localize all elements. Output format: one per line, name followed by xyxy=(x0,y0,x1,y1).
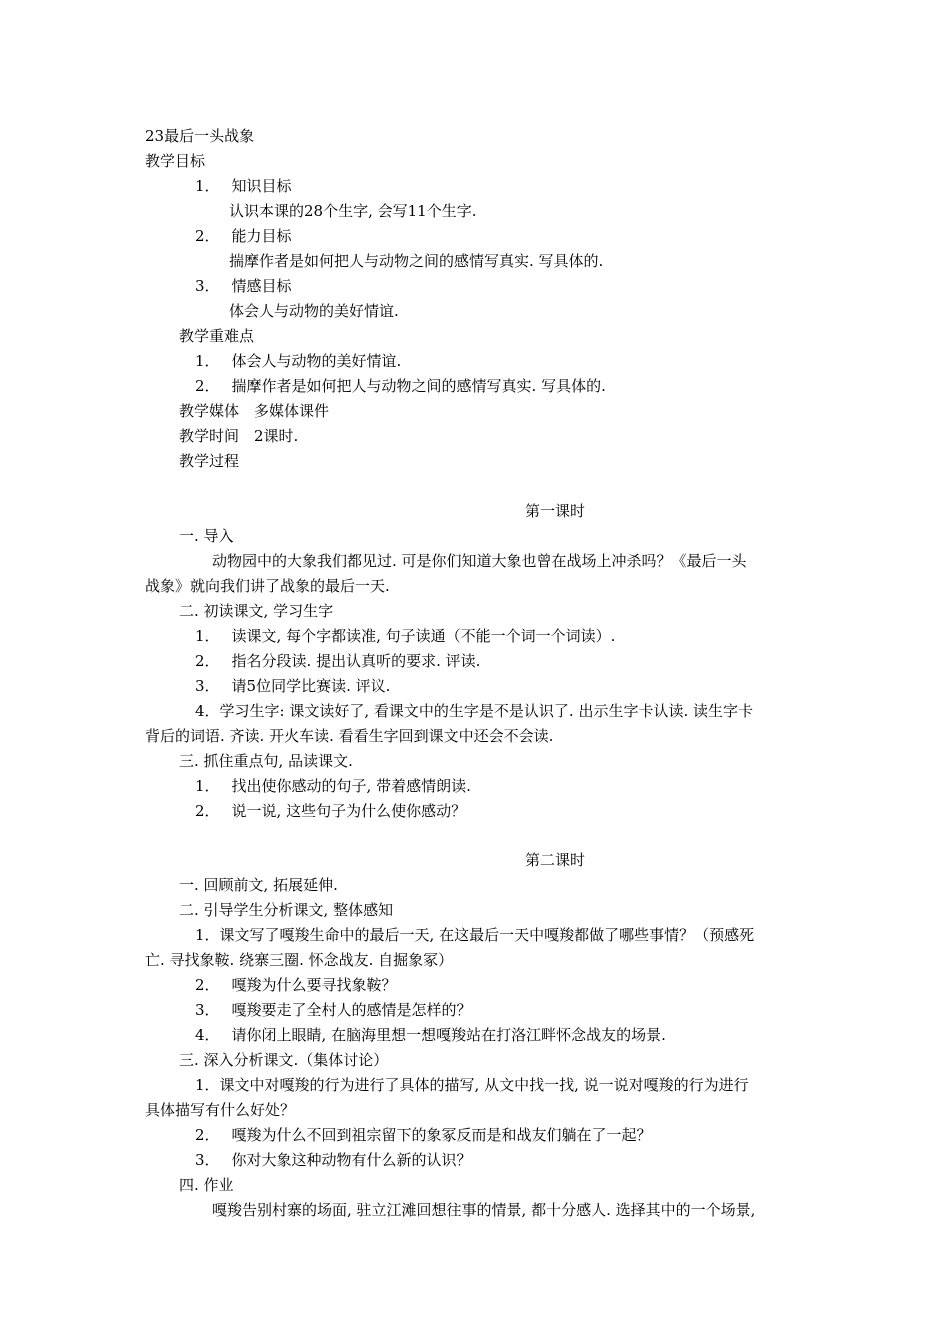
list-item-text: 读课文, 每个字都读准, 句子读通（不能一个词一个词读）. xyxy=(231,627,616,645)
lesson1-heading: 第一课时 xyxy=(524,502,585,520)
goal-item-emotion xyxy=(195,276,292,296)
list-item xyxy=(195,676,390,696)
list-item-text: 嘎羧要走了全村人的感情是怎样的？ xyxy=(231,1001,472,1019)
paragraph-line: 亡. 寻找象鞍. 绕寨三圈. 怀念战友. 自掘象冢） xyxy=(145,951,454,969)
list-item xyxy=(195,1025,666,1045)
list-number: 3． xyxy=(195,277,220,295)
list-number: 2． xyxy=(195,976,220,994)
goal-item-knowledge xyxy=(195,176,292,196)
list-number: 2． xyxy=(195,652,220,670)
list-number: 1． xyxy=(195,777,220,795)
list-item-text: 嘎羧为什么不回到祖宗留下的象冢反而是和战友们躺在了一起？ xyxy=(231,1126,652,1144)
goals-heading: 教学目标 xyxy=(145,152,206,170)
list-item xyxy=(195,1150,472,1170)
list-item-text: 嘎羧为什么要寻找象鞍？ xyxy=(231,976,397,994)
list-number: 1． xyxy=(195,352,220,370)
list-item-text: 说一说, 这些句子为什么使你感动？ xyxy=(231,802,467,820)
list-item-text: 请你闭上眼睛, 在脑海里想一想嘎羧站在打洛江畔怀念战友的场景. xyxy=(231,1026,666,1044)
section-heading: 三. 深入分析课文.（集体讨论） xyxy=(179,1051,389,1069)
list-number: 1． xyxy=(195,627,220,645)
list-item xyxy=(195,1125,652,1145)
list-item-text: 请5位同学比赛读. 评议. xyxy=(231,677,391,695)
list-number: 3． xyxy=(195,677,220,695)
list-number: 4． xyxy=(195,1026,220,1044)
paragraph-line: 1．课文中对嘎羧的行为进行了具体的描写, 从文中找一找, 说一说对嘎羧的行为进行 xyxy=(195,1076,749,1094)
list-number: 2． xyxy=(195,802,220,820)
list-item-text: 揣摩作者是如何把人与动物之间的感情写真实. 写具体的. xyxy=(231,377,606,395)
list-number: 3． xyxy=(195,1001,220,1019)
list-number: 3． xyxy=(195,1151,220,1169)
goal-text: 体会人与动物的美好情谊. xyxy=(229,302,399,320)
goal-label: 能力目标 xyxy=(231,227,292,245)
paragraph-line: 嘎羧告别村寨的场面, 驻立江滩回想往事的情景, 都十分感人. 选择其中的一个场景, xyxy=(212,1201,756,1219)
goal-text: 揣摩作者是如何把人与动物之间的感情写真实. 写具体的. xyxy=(229,252,604,270)
goal-label: 知识目标 xyxy=(231,177,292,195)
list-item xyxy=(195,626,615,646)
key-points-heading: 教学重难点 xyxy=(179,327,255,345)
list-number: 2． xyxy=(195,227,220,245)
section-heading: 一. 回顾前文, 拓展延伸. xyxy=(179,876,338,894)
goal-label: 情感目标 xyxy=(231,277,292,295)
list-item-text: 体会人与动物的美好情谊. xyxy=(231,352,402,370)
list-item xyxy=(195,651,480,671)
paragraph-line: 战象》就向我们讲了战象的最后一天. xyxy=(145,577,390,595)
list-item xyxy=(195,1000,472,1020)
section-heading: 二. 引导学生分析课文, 整体感知 xyxy=(179,901,394,919)
paragraph-line: 1．课文写了嘎羧生命中的最后一天, 在这最后一天中嘎羧都做了哪些事情？（预感死 xyxy=(195,926,755,944)
paragraph-line: 4．学习生字: 课文读好了, 看课文中的生字是不是认识了. 出示生字卡认读. 读生字卡 xyxy=(195,702,753,720)
section-heading: 一. 导入 xyxy=(179,527,234,545)
list-item-text: 你对大象这种动物有什么新的认识？ xyxy=(231,1151,472,1169)
section-heading: 三. 抓住重点句, 品读课文. xyxy=(179,752,353,770)
list-item xyxy=(195,776,471,796)
list-item-text: 找出使你感动的句子, 带着感情朗读. xyxy=(231,777,471,795)
goal-text: 认识本课的28个生字, 会写11个生字. xyxy=(229,202,477,220)
section-heading: 二. 初读课文, 学习生字 xyxy=(179,602,334,620)
list-number: 2． xyxy=(195,377,220,395)
teaching-media: 教学媒体 多媒体课件 xyxy=(179,402,330,420)
list-item xyxy=(195,975,397,995)
list-number: 1． xyxy=(195,177,220,195)
list-item-text: 指名分段读. 提出认真听的要求. 评读. xyxy=(231,652,481,670)
goal-item-ability xyxy=(195,226,292,246)
document-title: 23最后一头战象 xyxy=(145,127,255,145)
list-item xyxy=(195,376,606,396)
teaching-time: 教学时间 2课时. xyxy=(179,427,299,445)
lesson2-heading: 第二课时 xyxy=(524,851,585,869)
list-item xyxy=(195,801,466,821)
list-item xyxy=(195,351,401,371)
list-number: 2． xyxy=(195,1126,220,1144)
paragraph-line: 背后的词语. 齐读. 开火车读. 看看生字回到课文中还会不会读. xyxy=(145,727,554,745)
paragraph-line: 具体描写有什么好处？ xyxy=(145,1101,296,1119)
section-heading: 四. 作业 xyxy=(179,1176,234,1194)
paragraph-line: 动物园中的大象我们都见过. 可是你们知道大象也曾在战场上冲杀吗？《最后一头 xyxy=(212,552,747,570)
process-heading: 教学过程 xyxy=(179,452,240,470)
